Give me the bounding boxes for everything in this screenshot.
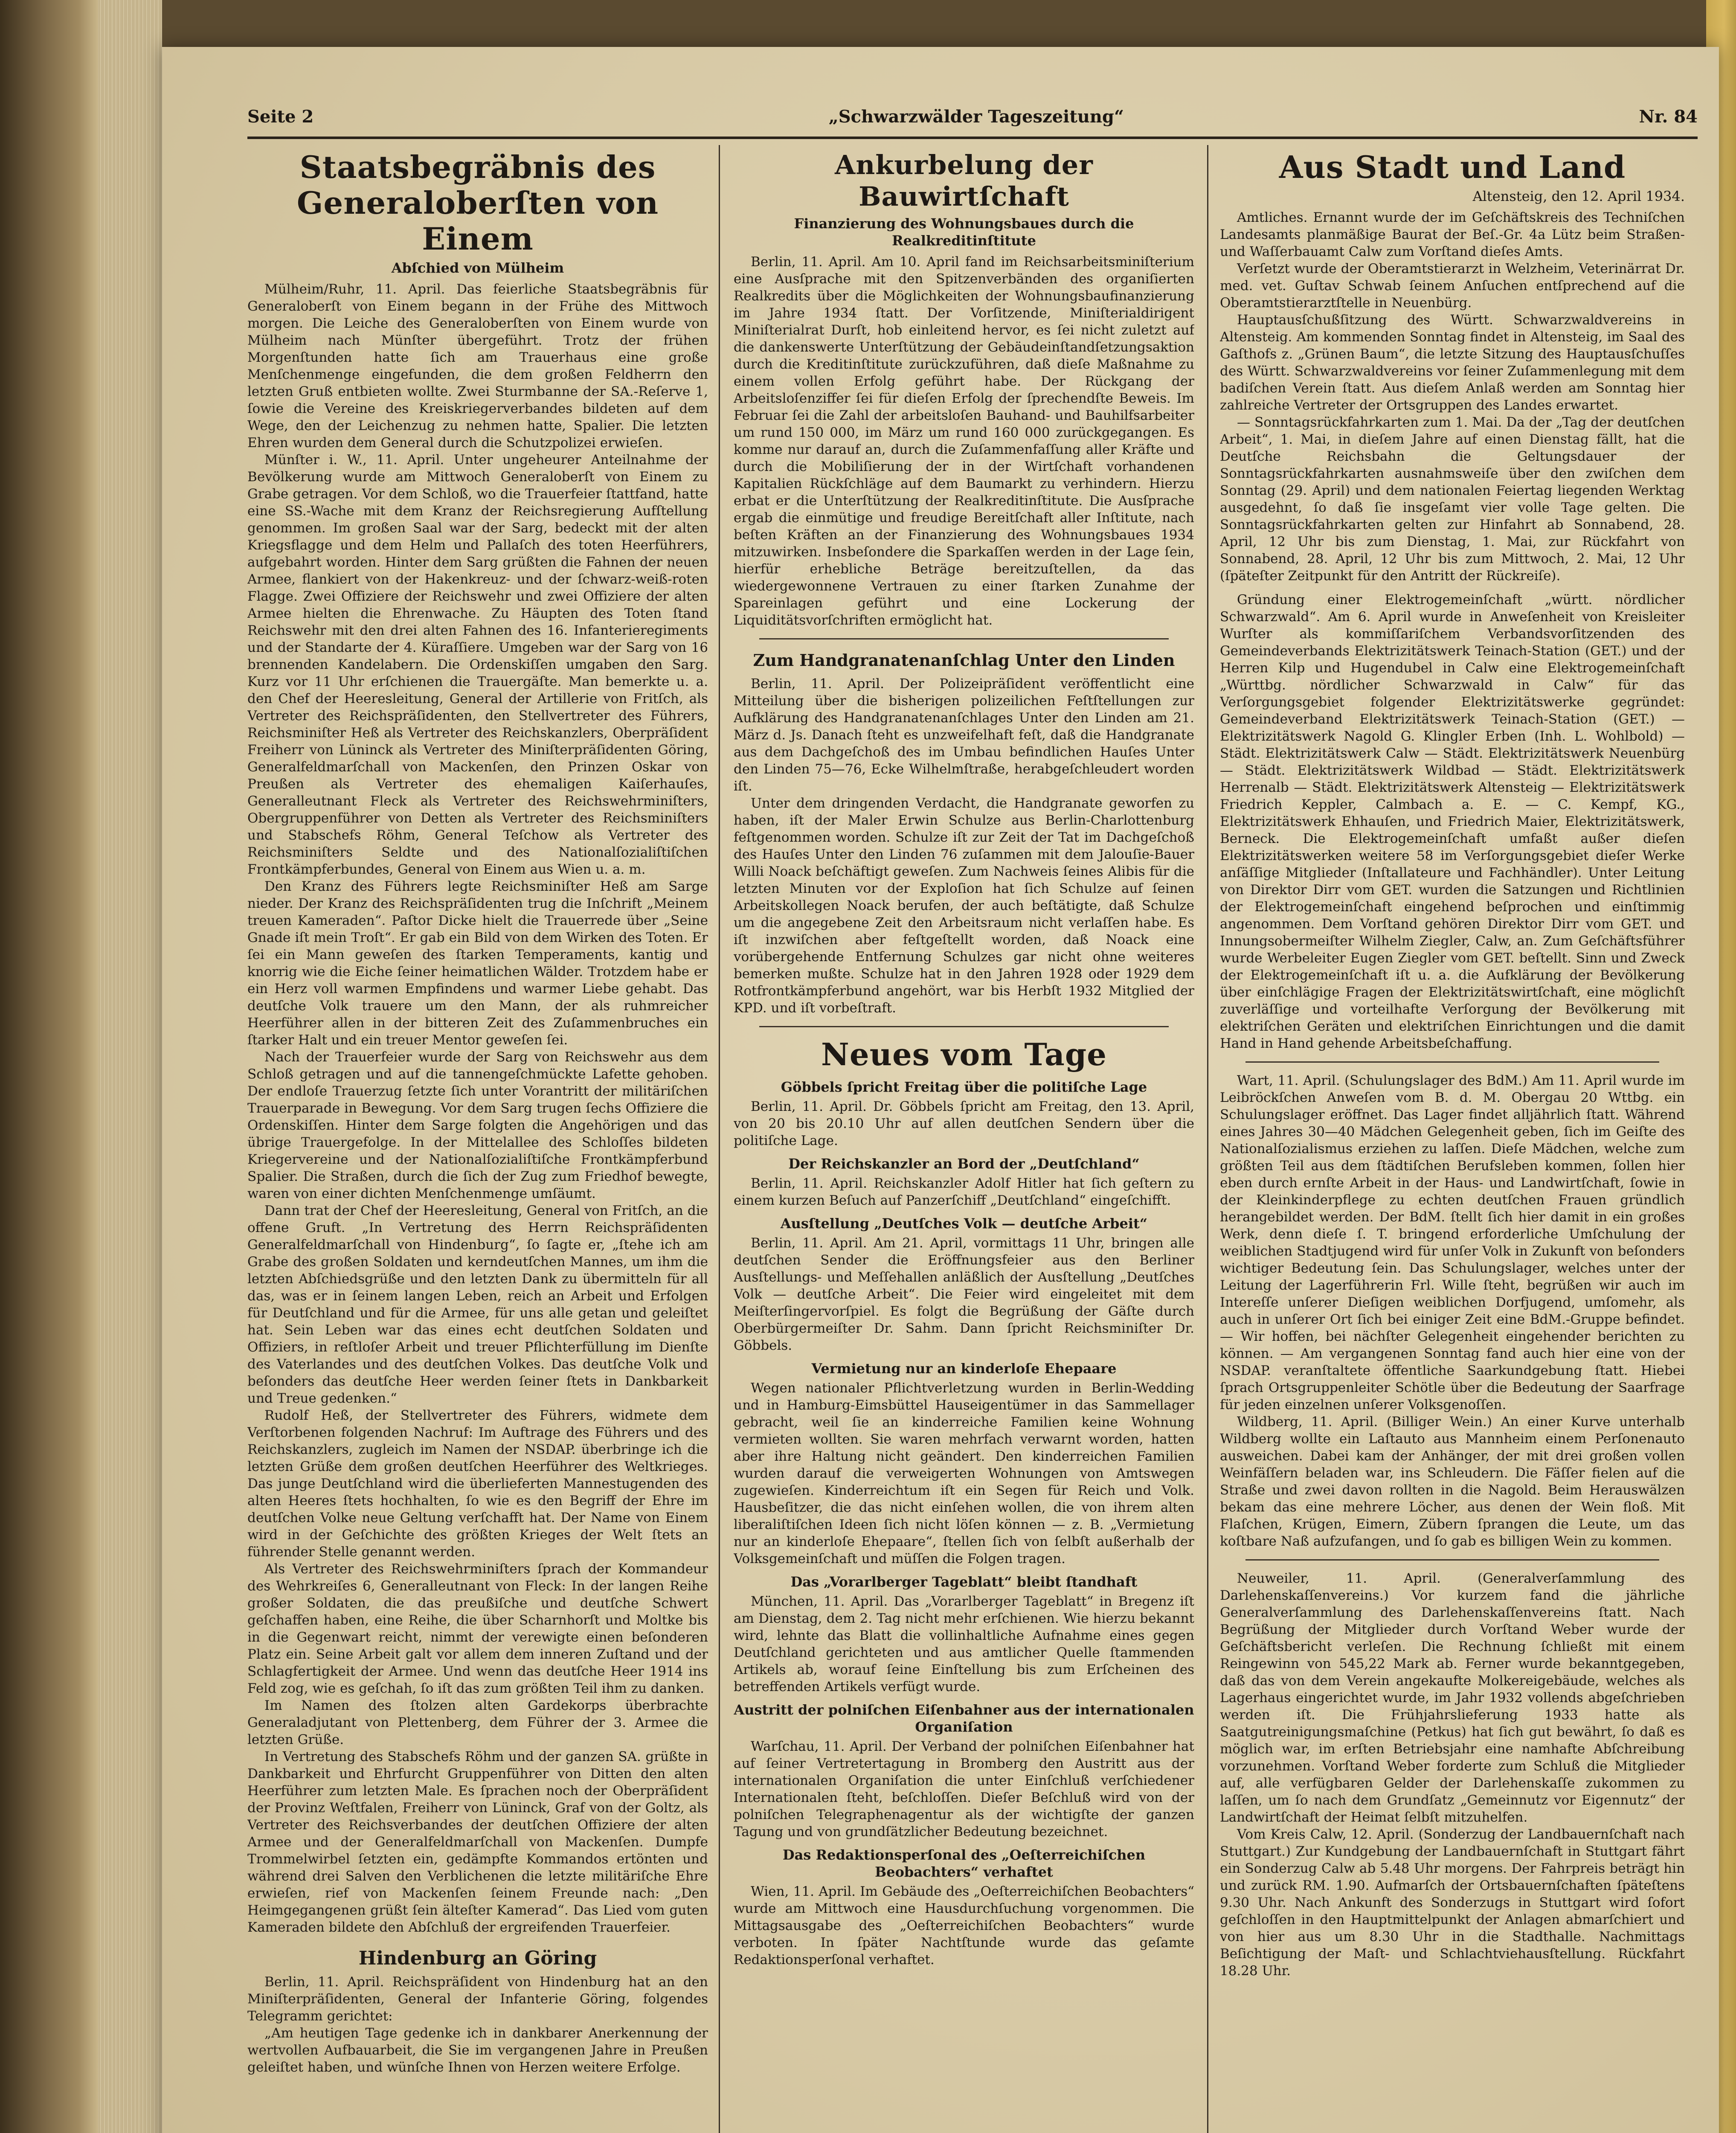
- paragraph: Amtliches. Ernannt wurde der im Geſchäftskreis des Techniſchen Landesamts planmäßige Baurat der Beſ.-Gr. 4a Lütz beim Straßen- und Waſſerbauamt Calw zum Vorſtand dieſes Amts.: [1220, 210, 1685, 259]
- column-left: [247, 145, 708, 2133]
- column-right: [1220, 145, 1685, 2133]
- paper-title: „Schwarzwälder Tageszeitung“: [828, 107, 1124, 127]
- paragraph: Berlin, 11. April. Am 10. April fand im Reichsarbeitsminiſterium eine Ausſprache mit den Spitzenverbänden des organiſierten Realkredits über die Möglichkeiten der Wohnungsbaufinanzierung im Jahre 1934 ſtatt. Der Vorſitzende, Miniſterialdirigent Miniſterialrat Durſt, hob einleitend hervor, es ſei nicht zuletzt auf die dankenswerte Unterſtützung der Gebäudeinſtandſetzungsaktion durch die Kreditinſtitute zurückzuführen, daß dieſe Maßnahme zu einem vollen Erfolg geführt habe. Der Rückgang der Arbeitsloſenziffer ſei für dieſen Erfolg der ſprechendſte Beweis. Im Februar ſei die Zahl der arbeitsloſen Bauhand- und Bauhilfsarbeiter um rund 150 000, im März um rund 160 000 zurückgegangen. Es komme nur darauf an, durch die Zuſammenfaſſung aller Kräfte und durch die Mobiliſierung der in der Wirtſchaft vorhandenen Kapitalien Rückſchläge auf dem Baumarkt zu verhindern. Hierzu erbat er die Unterſtützung der Realkreditinſtitute. Die Ausſprache ergab die einmütige und freudige Bereitſchaft aller Inſtitute, nach beſten Kräften an der Finanzierung des Wohnungsbaues 1934 mitzuwirken. Insbeſondere die Sparkaſſen werden in der Lage ſein, hierfür erhebliche Beträge bereitzuſtellen, da das wiedergewonnene Vertrauen zu einer ſtarken Zunahme der Spareinlagen geführt und eine Lockerung der Liquiditätsvorſchriften ermöglicht hat.: [734, 254, 1194, 628]
- news-item-text: Berlin, 11. April. Dr. Göbbels ſpricht am Freitag, den 13. April, von 20 bis 20.10 Uhr auf allen deutſchen Sendern über die politiſche Lage.: [734, 1099, 1194, 1148]
- paragraph: Wildberg, 11. April. (Billiger Wein.) An einer Kurve unterhalb Wildberg wollte ein Laſtauto aus Mannheim einem Perſonenauto ausweichen. Dabei kam der Anhänger, der mit drei großen vollen Weinfäſſern beladen war, ins Schleudern. Die Fäſſer fielen auf die Straße und zwei davon rollten in die Nagold. Beim Herauswälzen bekam das eine mehrere Löcher, aus denen der Wein floß. Mit Flaſchen, Krügen, Eimern, Zübern ſprangen die Leute, um das koſtbare Naß aufzufangen, und ſo gab es billigen Wein zu kommen.: [1220, 1414, 1685, 1549]
- paragraph: Vom Kreis Calw, 12. April. (Sonderzug der Landbauernſchaft nach Stuttgart.) Zur Kundgebung der Landbauernſchaft in Stuttgart fährt ein Sonderzug Calw ab 5.48 Uhr morgens. Der Fahrpreis beträgt hin und zurück RM. 1.90. Aufmarſch der Ortsbauernſchaften ſpäteſtens 9.30 Uhr. Nach Ankunft des Sonderzugs in Stuttgart wird ſofort geſchloſſen in den Hauptmittelpunkt der Anlagen abmarſchiert und von hier aus um 8.30 Uhr in die Stadthalle. Nachmittags Beſichtigung der Maſt- und Schlachtviehausſtellung. Rückfahrt 18.28 Uhr.: [1220, 1827, 1685, 1979]
- column-rule: [1207, 145, 1208, 2133]
- section-headline: Neues vom Tage: [821, 1036, 1107, 1072]
- paragraph: Berlin, 11. April. Reichspräſident von Hindenburg hat an den Miniſterpräſidenten, General der Infanterie Göring, folgendes Telegramm gerichtet:: [247, 1974, 708, 2024]
- newspaper-page: [162, 47, 1719, 2133]
- article-headline: Hindenburg an Göring: [358, 1947, 597, 1969]
- separator: [1245, 1559, 1659, 1561]
- news-item-text: München, 11. April. Das „Vorarlberger Tageblatt“ in Bregenz iſt am Dienstag, dem 2. Tag nicht mehr erſchienen. Wie hierzu bekannt wird, lehnte das Blatt die vollinhaltliche Aufnahme eines gegen Deutſchland gerichteten und aus amtlicher Quelle ſtammenden Artikels ab, worauf ſeine Einſtellung bis zum Erſcheinen des betreffenden Artikels verfügt wurde.: [734, 1594, 1194, 1694]
- page-number: Seite 2: [247, 107, 314, 127]
- paragraph: Nach der Trauerfeier wurde der Sarg von Reichswehr aus dem Schloß getragen und auf die tannengeſchmückte Lafette gehoben. Der endloſe Trauerzug ſetzte ſich unter Vorantritt der militäriſchen Trauerparade in Bewegung. Vor dem Sarg trugen ſechs Offiziere die Ordenskiſſen. Hinter dem Sarge folgten die Angehörigen und das übrige Trauergefolge. In der Mittelallee des Schloſſes bildeten Kriegervereine und der Nationalſozialiſtiſche Frontkämpferbund Spalier. Die Straßen, durch die ſich der Zug zum Friedhof bewegte, waren von einer dichten Menſchenmenge umſäumt.: [247, 1049, 708, 1201]
- article-headline: Ankurbelung der Bauwirtſchaft: [835, 149, 1093, 212]
- paragraph: In Vertretung des Stabschefs Röhm und der ganzen SA. grüßte in Dankbarkeit und Ehrfurcht Gruppenführer von Ditten den alten Heerführer zum letzten Male. Es ſprachen noch der Oberpräſident der Provinz Weſtfalen, Freiherr von Lüninck, Graf von der Goltz, als Vertreter des Reichsverbandes der deutſchen Offiziere der alten Armee und der Generalfeldmarſchall von Mackenſen. Dumpfe Trommelwirbel ſetzten ein, gedämpfte Kommandos ertönten und während drei Salven den Verblichenen die letzte militäriſche Ehre erwieſen, rief von Mackenſen ſeinem Freunde nach: „Den Heimgegangenen grüßt ſein älteſter Kamerad“. Das Lied vom guten Kameraden bildete den Abſchluß der ergreifenden Trauerfeier.: [247, 1749, 708, 1935]
- paragraph: Unter dem dringenden Verdacht, die Handgranate geworfen zu haben, iſt der Maler Erwin Schulze aus Berlin-Charlottenburg feſtgenommen worden. Schulze iſt zur Zeit der Tat im Dachgeſchoß des Hauſes Unter den Linden 76 zuſammen mit dem Jalouſie-Bauer Willi Noack beſchäftigt geweſen. Zum Nachweis ſeines Alibis für die letzten Minuten vor der Exploſion hat ſich Schulze auf ſeinen Arbeitskollegen Noack berufen, der auch beſtätigte, daß Schulze um die angegebene Zeit den Arbeitsraum nicht verlaſſen habe. Es iſt inzwiſchen aber feſtgeſtellt worden, daß Noack eine vorübergehende Entfernung Schulzes gar nicht ohne weiteres bemerken mußte. Schulze hat in den Jahren 1928 oder 1929 dem Rotfrontkämpferbund angehört, war bis Herbſt 1932 Mitglied der KPD. und iſt vorbeſtraft.: [734, 796, 1194, 1016]
- paragraph: Dann trat der Chef der Heeresleitung, General von Fritſch, an die offene Gruft. „In Vertretung des Herrn Reichspräſidenten Generalfeldmarſchall von Hindenburg“, ſo ſagte er, „ſtehe ich am Grabe des großen Soldaten und kerndeutſchen Mannes, um ihm die letzten Abſchiedsgrüße und den letzten Dank zu übermitteln für all das, was er in ſeinem langen Leben, reich an Arbeit und Erfolgen für Deutſchland und für die Armee, für uns alle getan und geleiſtet hat. Sein Leben war das eines echt deutſchen Soldaten und Offiziers, in reſtloſer Arbeit und treuer Pflichterfüllung im Dienſte des Vaterlandes und des deutſchen Volkes. Das deutſche Volk und beſonders das deutſche Heer werden ſeiner ſtets in Dankbarkeit und Treue gedenken.“: [247, 1203, 708, 1406]
- paragraph: Den Kranz des Führers legte Reichsminiſter Heß am Sarge nieder. Der Kranz des Reichspräſidenten trug die Inſchrift „Meinem treuen Kameraden“. Paſtor Dicke hielt die Trauerrede über „Seine Gnade iſt mein Troſt“. Er gab ein Bild von dem Wirken des Toten. Er ſei ein Mann geweſen des ſtarken Temperaments, kantig und knorrig wie die Eiche ſeiner heimatlichen Wälder. Trotzdem habe er ein Herz voll warmen Empfindens und warmer Liebe gehabt. Das deutſche Volk trauere um den Mann, der als ruhmreicher Heerführer allen in der bitteren Zeit des Zuſammenbruches ein ſtarker Halt und ein treuer Mentor geweſen ſei.: [247, 879, 708, 1048]
- news-item-head: Vermietung nur an kinderloſe Ehepaare: [811, 1360, 1117, 1377]
- book-binding: [0, 0, 98, 2133]
- article-headline: Staatsbegräbnis des Generaloberſten von Einem: [296, 149, 659, 257]
- column-rule: [719, 145, 720, 2133]
- news-item-head: Der Reichskanzler an Bord der „Deutſchland“: [788, 1156, 1140, 1172]
- column-middle: [734, 145, 1194, 2133]
- masthead-rule: [247, 137, 1698, 139]
- paragraph: Verſetzt wurde der Oberamtstierarzt in Welzheim, Veterinärrat Dr. med. vet. Guſtav Schwab ſeinem Anſuchen entſprechend auf die Oberamtstierarztſtelle in Neuenbürg.: [1220, 261, 1685, 311]
- news-item-text: Wien, 11. April. Im Gebäude des „Oeſterreichiſchen Beobachters“ wurde am Mittwoch eine Hausdurchſuchung vorgenommen. Die Mittagsausgabe des „Oeſterreichiſchen Beobachters“ wurde verboten. In ſpäter Nachtſtunde wurde das geſamte Redaktionsperſonal verhaftet.: [734, 1884, 1194, 1967]
- news-item-text: Berlin, 11. April. Am 21. April, vormittags 11 Uhr, bringen alle deutſchen Sender die Eröffnungsfeier aus den Berliner Ausſtellungs- und Meſſehallen anläßlich der Ausſtellung „Deutſches Volk — deutſche Arbeit“. Die Feier wird eingeleitet mit dem Meiſterſingervorſpiel. Es folgt die Begrüßung der Gäſte durch Oberbürgermeiſter Dr. Sahm. Dann ſpricht Reichsminiſter Dr. Göbbels.: [734, 1235, 1194, 1353]
- news-item-head: Austritt der polniſchen Eiſenbahner aus der internationalen Organiſation: [734, 1702, 1194, 1735]
- paragraph: Wart, 11. April. (Schulungslager des BdM.) Am 11. April wurde im Leibröckſchen Anweſen vom B. d. M. Obergau 20 Wttbg. ein Schulungslager eröffnet. Das Lager findet alljährlich ſtatt. Während eines Jahres 30—40 Mädchen Gelegenheit geben, ſich im Geiſte des Nationalſozialismus erziehen zu laſſen. Dieſe Mädchen, welche zum größten Teil aus dem ſtädtiſchen Berufsleben kommen, ſollen hier eben durch ernſte Arbeit in der Haus- und Landwirtſchaft, ſowie in der Kleinkinderpflege zu echten deutſchen Frauen gründlich herangebildet werden. Der BdM. ſtellt ſich hier damit in ein großes Werk, denn dieſe ſ. T. bringend erforderliche Umſchulung der weiblichen Stadtjugend wird für unſer Volk in Zukunft von beſonders wichtiger Bedeutung ſein. Das Schulungslager, welches unter der Leitung der Lagerführerin Frl. Wille ſteht, begrüßen wir auch im Intereſſe unſerer Dieſigen weiblichen Dorfjugend, umſomehr, als auch in unſerer Ort ſich bei einiger Zeit eine BdM.-Gruppe befindet. — Wir hoffen, bei nächſter Gelegenheit eingehender berichten zu können. — Am vergangenen Sonntag fand auch hier eine von der NSDAP. veranſtaltete öffentliche Saarkundgebung ſtatt. Hiebei ſprach Ortsgruppenleiter Schötle über die Bedeutung der Saarfrage für jeden einzelnen unſerer Volksgenoſſen.: [1220, 1073, 1685, 1412]
- paragraph: Rudolf Heß, der Stellvertreter des Führers, widmete dem Verſtorbenen folgenden Nachruf: Im Auftrage des Führers und des Reichskanzlers, zugleich im Namen der NSDAP. überbringe ich die letzten Grüße dem großen deutſchen Heerführer des Weltkrieges. Das junge Deutſchland wird die überlieferten Mannestugenden des alten Heeres ſtets hochhalten, ſo wie es den Begriff der Ehre im deutſchen Volke neue Geltung verſchafft hat. Der Name von Einem wird in der Geſchichte des größten Krieges der Welt ſtets an führender Stelle genannt werden.: [247, 1408, 708, 1560]
- separator: [759, 1026, 1169, 1027]
- article-headline: Zum Handgranatenanſchlag Unter den Linden: [753, 651, 1175, 670]
- section-headline: Aus Stadt und Land: [1279, 149, 1626, 185]
- paragraph: Münſter i. W., 11. April. Unter ungeheurer Anteilnahme der Bevölkerung wurde am Mittwoch Generaloberſt von Einem zu Grabe getragen. Vor dem Schloß, wo die Trauerfeier ſtattfand, hatte eine SS.-Wache mit dem Kranz der Reichsregierung Aufſtellung genommen. Im großen Saal war der Sarg, bedeckt mit der alten Kriegsflagge und dem Helm und Pallaſch des toten Heerführers, aufgebahrt worden. Hinter dem Sarg grüßten die Fahnen der neuen Armee, flankiert von der Hakenkreuz- und der ſchwarz-weiß-roten Flagge. Zwei Offiziere der Reichswehr und zwei Offiziere der alten Armee hielten die Ehrenwache. Zu Häupten des Toten ſtand Reichswehr mit den drei alten Fahnen des 16. Infanterieregiments und der Standarte der 4. Küraſſiere. Umgeben war der Sarg von 16 brennenden Kandelabern. Die Ordenskiſſen umgaben den Sarg. Kurz vor 11 Uhr erſchienen die Trauergäſte. Man bemerkte u. a. den Chef der Heeresleitung, General der Artillerie von Fritſch, als Vertreter des Reichspräſidenten, den Stellvertreter des Führers, Reichsminiſter Heß als Vertreter des Reichskanzlers, Oberpräſident Freiherr von Lüninck als Vertreter des Miniſterpräſidenten Göring, Generalfeldmarſchall von Mackenſen, den Prinzen Oskar von Preußen als Vertreter des ehemaligen Kaiſerhauſes, Generalleutnant Fleck als Vertreter des Reichswehrminiſters, Obergruppenführer von Detten als Vertreter des Reichsminiſters und Stabschefs Röhm, General Teſchow als Vertreter des Reichsminiſters Seldte und des Nationalſozialiſtiſchen Frontkämpferbundes, General von Einem aus Wien u. a. m.: [247, 452, 708, 877]
- issue-number: Nr. 84: [1639, 107, 1698, 127]
- page-stack-edge: [98, 0, 162, 2133]
- separator: [759, 638, 1169, 639]
- paragraph: Neuweiler, 11. April. (Generalverſammlung des Darlehenskaſſenvereins.) Vor kurzem fand die jährliche Generalverſammlung des Darlehenskaſſenvereins ſtatt. Nach Begrüßung der Mitglieder durch Vorſtand Weber wurde der Geſchäftsbericht verleſen. Die Rechnung ſchließt mit einem Reingewinn von 545,22 Mark ab. Ferner wurde bekanntgegeben, daß das von dem Verein angekaufte Molkereigebäude, welches als Lagerhaus eingerichtet wurde, im Jahr 1932 vollends abgeſchrieben werden iſt. Die Frühjahrslieferung 1933 hatte als Saatgutreinigungsmaſchine (Petkus) hat ſich gut bewährt, ſo daß es möglich war, im erſten Betriebsjahr eine namhafte Abſchreibung vorzunehmen. Vorſtand Weber forderte zum Schluß die Mitglieder auf, alle verfügbaren Gelder der Darlehenskaſſe zukommen zu laſſen, um ſo nach dem Grundſatz „Gemeinnutz vor Eigennutz“ der Landwirtſchaft der Heimat ſelbſt mitzuhelfen.: [1220, 1571, 1685, 1825]
- news-item-text: Warſchau, 11. April. Der Verband der polniſchen Eiſenbahner hat auf ſeiner Vertretertagung in Bromberg den Austritt aus der internationalen Organiſation die unter Einſchluß verſchiedener Internationalen ſteht, beſchloſſen. Dieſer Beſchluß wird von der polniſchen Telegraphenagentur als der wichtigſte der ganzen Tagung und von grundſätzlicher Bedeutung bezeichnet.: [734, 1739, 1194, 1839]
- paragraph: Mülheim/Ruhr, 11. April. Das feierliche Staatsbegräbnis für Generaloberſt von Einem begann in der Frühe des Mittwoch morgen. Die Leiche des Generaloberſten von Einem wurde von Mülheim nach Münſter übergeführt. Trotz der frühen Morgenſtunden hatte ſich am Trauerhaus eine große Menſchenmenge eingefunden, die dem großen Feldherrn den letzten Gruß entbieten wollte. Zwei Sturmbanne der SA.-Reſerve 1, ſowie die Vereine des Kreiskriegerverbandes bildeten auf dem Wege, den der Leichenzug zu nehmen hatte, Spalier. Die letzten Ehren wurden dem General durch die Schutzpolizei erwieſen.: [247, 282, 708, 450]
- paragraph: — Sonntagsrückfahrkarten zum 1. Mai. Da der „Tag der deutſchen Arbeit“, 1. Mai, in dieſem Jahre auf einen Dienstag fällt, hat die Deutſche Reichsbahn die Geltungsdauer der Sonntagsrückfahrkarten ausnahmsweiſe über den zwiſchen dem Sonntag (29. April) und dem nationalen Feiertag liegenden Werktag ausgedehnt, ſo daß ſie insgeſamt vier volle Tage gelten. Die Sonntagsrückfahrkarten gelten zur Hinfahrt ab Sonnabend, 28. April, 12 Uhr bis zum Dienstag, 1. Mai, zur Rückfahrt von Sonnabend, 28. April, 12 Uhr bis zum Mittwoch, 2. Mai, 12 Uhr (ſpäteſter Zeitpunkt für den Antritt der Rückreiſe).: [1220, 415, 1685, 584]
- paragraph: Gründung einer Elektrogemeinſchaft „württ. nördlicher Schwarzwald“. Am 6. April wurde in Anweſenheit von Kreisleiter Wurſter als kommiſſariſchem Verbandsvorſitzenden des Gemeindeverbands Elektrizitätswerk Teinach-Station (GET.) und der Herren Kilp und Hugendubel in Calw eine Elektrogemeinſchaft „Württbg. nördlicher Schwarzwald in Calw“ für das Verſorgungsgebiet folgender Elektrizitätswerke gegründet: Gemeindeverband Elektrizitätswerk Teinach-Station (GET.) — Elektrizitätswerk Nagold G. Klingler Erben (Inh. L. Wohlbold) — Städt. Elektrizitätswerk Calw — Städt. Elektrizitätswerk Neuenbürg — Städt. Elektrizitätswerk Wildbad — Städt. Elektrizitätswerk Herrenalb — Städt. Elektrizitätswerk Altensteig — Elektrizitätswerk Friedrich Keppler, Calmbach a. E. — C. Kempf, KG., Elektrizitätswerk Ehhauſen, und Friedrich Maier, Elektrizitätswerk, Berneck. Die Elektrogemeinſchaft umfaßt außer dieſen Elektrizitätswerken weitere 58 im Verſorgungsgebiet dieſer Werke anſäſſige Mitglieder (Inſtallateure und Fachhändler). Unter Leitung von Direktor Dirr vom GET. wurden die Satzungen und Richtlinien der Elektrogemeinſchaft eingehend beſprochen und einſtimmig angenommen. Dem Vorſtand gehören Direktor Dirr vom GET. und Innungsobermeiſter Wilhelm Ziegler, Calw, an. Zum Geſchäftsführer wurde Werbeleiter Eugen Ziegler vom GET. beſtellt. Sinn und Zweck der Elektrogemeinſchaft iſt u. a. die Aufklärung der Bevölkerung über einſchlägige Fragen der Elektrizitätswirtſchaft, eine möglichſt zuverläſſige und vorteilhafte Verſorgung der Bevölkerung mit elektriſchen Geräten und elektriſchen Einrichtungen und die damit Hand in Hand gehende Arbeitsbeſchaffung.: [1220, 592, 1685, 1051]
- news-item-head: Das „Vorarlberger Tageblatt“ bleibt ſtandhaft: [790, 1574, 1138, 1590]
- paragraph: Hauptausſchußſitzung des Württ. Schwarzwaldvereins in Altensteig. Am kommenden Sonntag findet in Altensteig, im Saal des Gaſthofs z. „Grünen Baum“, die letzte Sitzung des Hauptausſchuſſes des Württ. Schwarzwaldvereins vor ſeiner Zuſammenlegung mit dem badiſchen Verein ſtatt. Aus dieſem Anlaß werden am Sonntag hier zahlreiche Vertreter der Ortsgruppen des Landes erwartet.: [1220, 312, 1685, 413]
- article-subheadline: Abſchied von Mülheim: [391, 260, 564, 276]
- article-subheadline: Finanzierung des Wohnungsbaues durch die Realkreditinſtitute: [794, 215, 1134, 249]
- paragraph: „Am heutigen Tage gedenke ich in dankbarer Anerkennung der wertvollen Aufbauarbeit, die Sie im vergangenen Jahre in Preußen geleiſtet haben, und wünſche Ihnen von Herzen weitere Erfolge.: [247, 2025, 708, 2075]
- masthead: [247, 107, 1698, 132]
- news-item-head: Ausſtellung „Deutſches Volk — deutſche Arbeit“: [780, 1215, 1148, 1232]
- news-item-head: Göbbels ſpricht Freitag über die politiſche Lage: [781, 1079, 1147, 1095]
- separator: [1245, 1061, 1659, 1063]
- paragraph: Als Vertreter des Reichswehrminiſters ſprach der Kommandeur des Wehrkreiſes 6, Generalleutnant von Fleck: In der langen Reihe großer Soldaten, die das preußiſche und deutſche Schwert geſchaffen haben, eine Reihe, die über Scharnhorſt und Moltke bis in die Gegenwart reicht, nimmt der verewigte einen beſonderen Platz ein. Seine Arbeit galt vor allem dem inneren Zuſtand und der Schlagfertigkeit der Armee. Und wenn das deutſche Heer 1914 ins Feld zog, wie es geſchah, ſo iſt das zum größten Teil ihm zu danken.: [247, 1561, 708, 1696]
- news-item-text: Berlin, 11. April. Reichskanzler Adolf Hitler hat ſich geſtern zu einem kurzen Beſuch auf Panzerſchiff „Deutſchland“ eingeſchifft.: [734, 1176, 1194, 1208]
- paragraph: Im Namen des ſtolzen alten Gardekorps überbrachte Generaladjutant von Plettenberg, dem Führer der 3. Armee die letzten Grüße.: [247, 1698, 708, 1747]
- news-item-head: Das Redaktionsperſonal des „Oeſterreichiſchen Beobachters“ verhaftet: [782, 1847, 1146, 1880]
- dateline: Altensteig, den 12. April 1934.: [1472, 188, 1685, 204]
- news-item-text: Wegen nationaler Pflichtverletzung wurden in Berlin-Wedding und in Hamburg-Eimsbüttel Hauseigentümer in das Sammellager gebracht, weil ſie an kinderreiche Familien keine Wohnung vermieten wollten. Sie waren mehrfach verwarnt worden, hatten aber ihre Haltung nicht geändert. Den kinderreichen Familien wurden darauf die verweigerten Wohnungen von Amtswegen zugewieſen. Kinderreichtum iſt ein Segen für Reich und Volk. Hausbeſitzer, die das nicht einſehen wollen, die von ihrem alten liberaliſtiſchen Ideen ſich nicht löſen können — z. B. „Vermietung nur an kinderloſe Ehepaare“, ſtellen ſich von ſelbſt außerhalb der Volksgemeinſchaft und müſſen die Folgen tragen.: [734, 1380, 1194, 1566]
- paragraph: Berlin, 11. April. Der Polizeipräſident veröffentlicht eine Mitteilung über die bisherigen polizeilichen Feſtſtellungen zur Aufklärung des Handgranatenanſchlages Unter den Linden am 21. März d. Js. Danach ſteht es unzweifelhaft feſt, daß die Handgranate aus dem Dachgeſchoß des im Umbau befindlichen Hauſes Unter den Linden 75—76, Ecke Wilhelmſtraße, herabgeſchleudert worden iſt.: [734, 676, 1194, 794]
